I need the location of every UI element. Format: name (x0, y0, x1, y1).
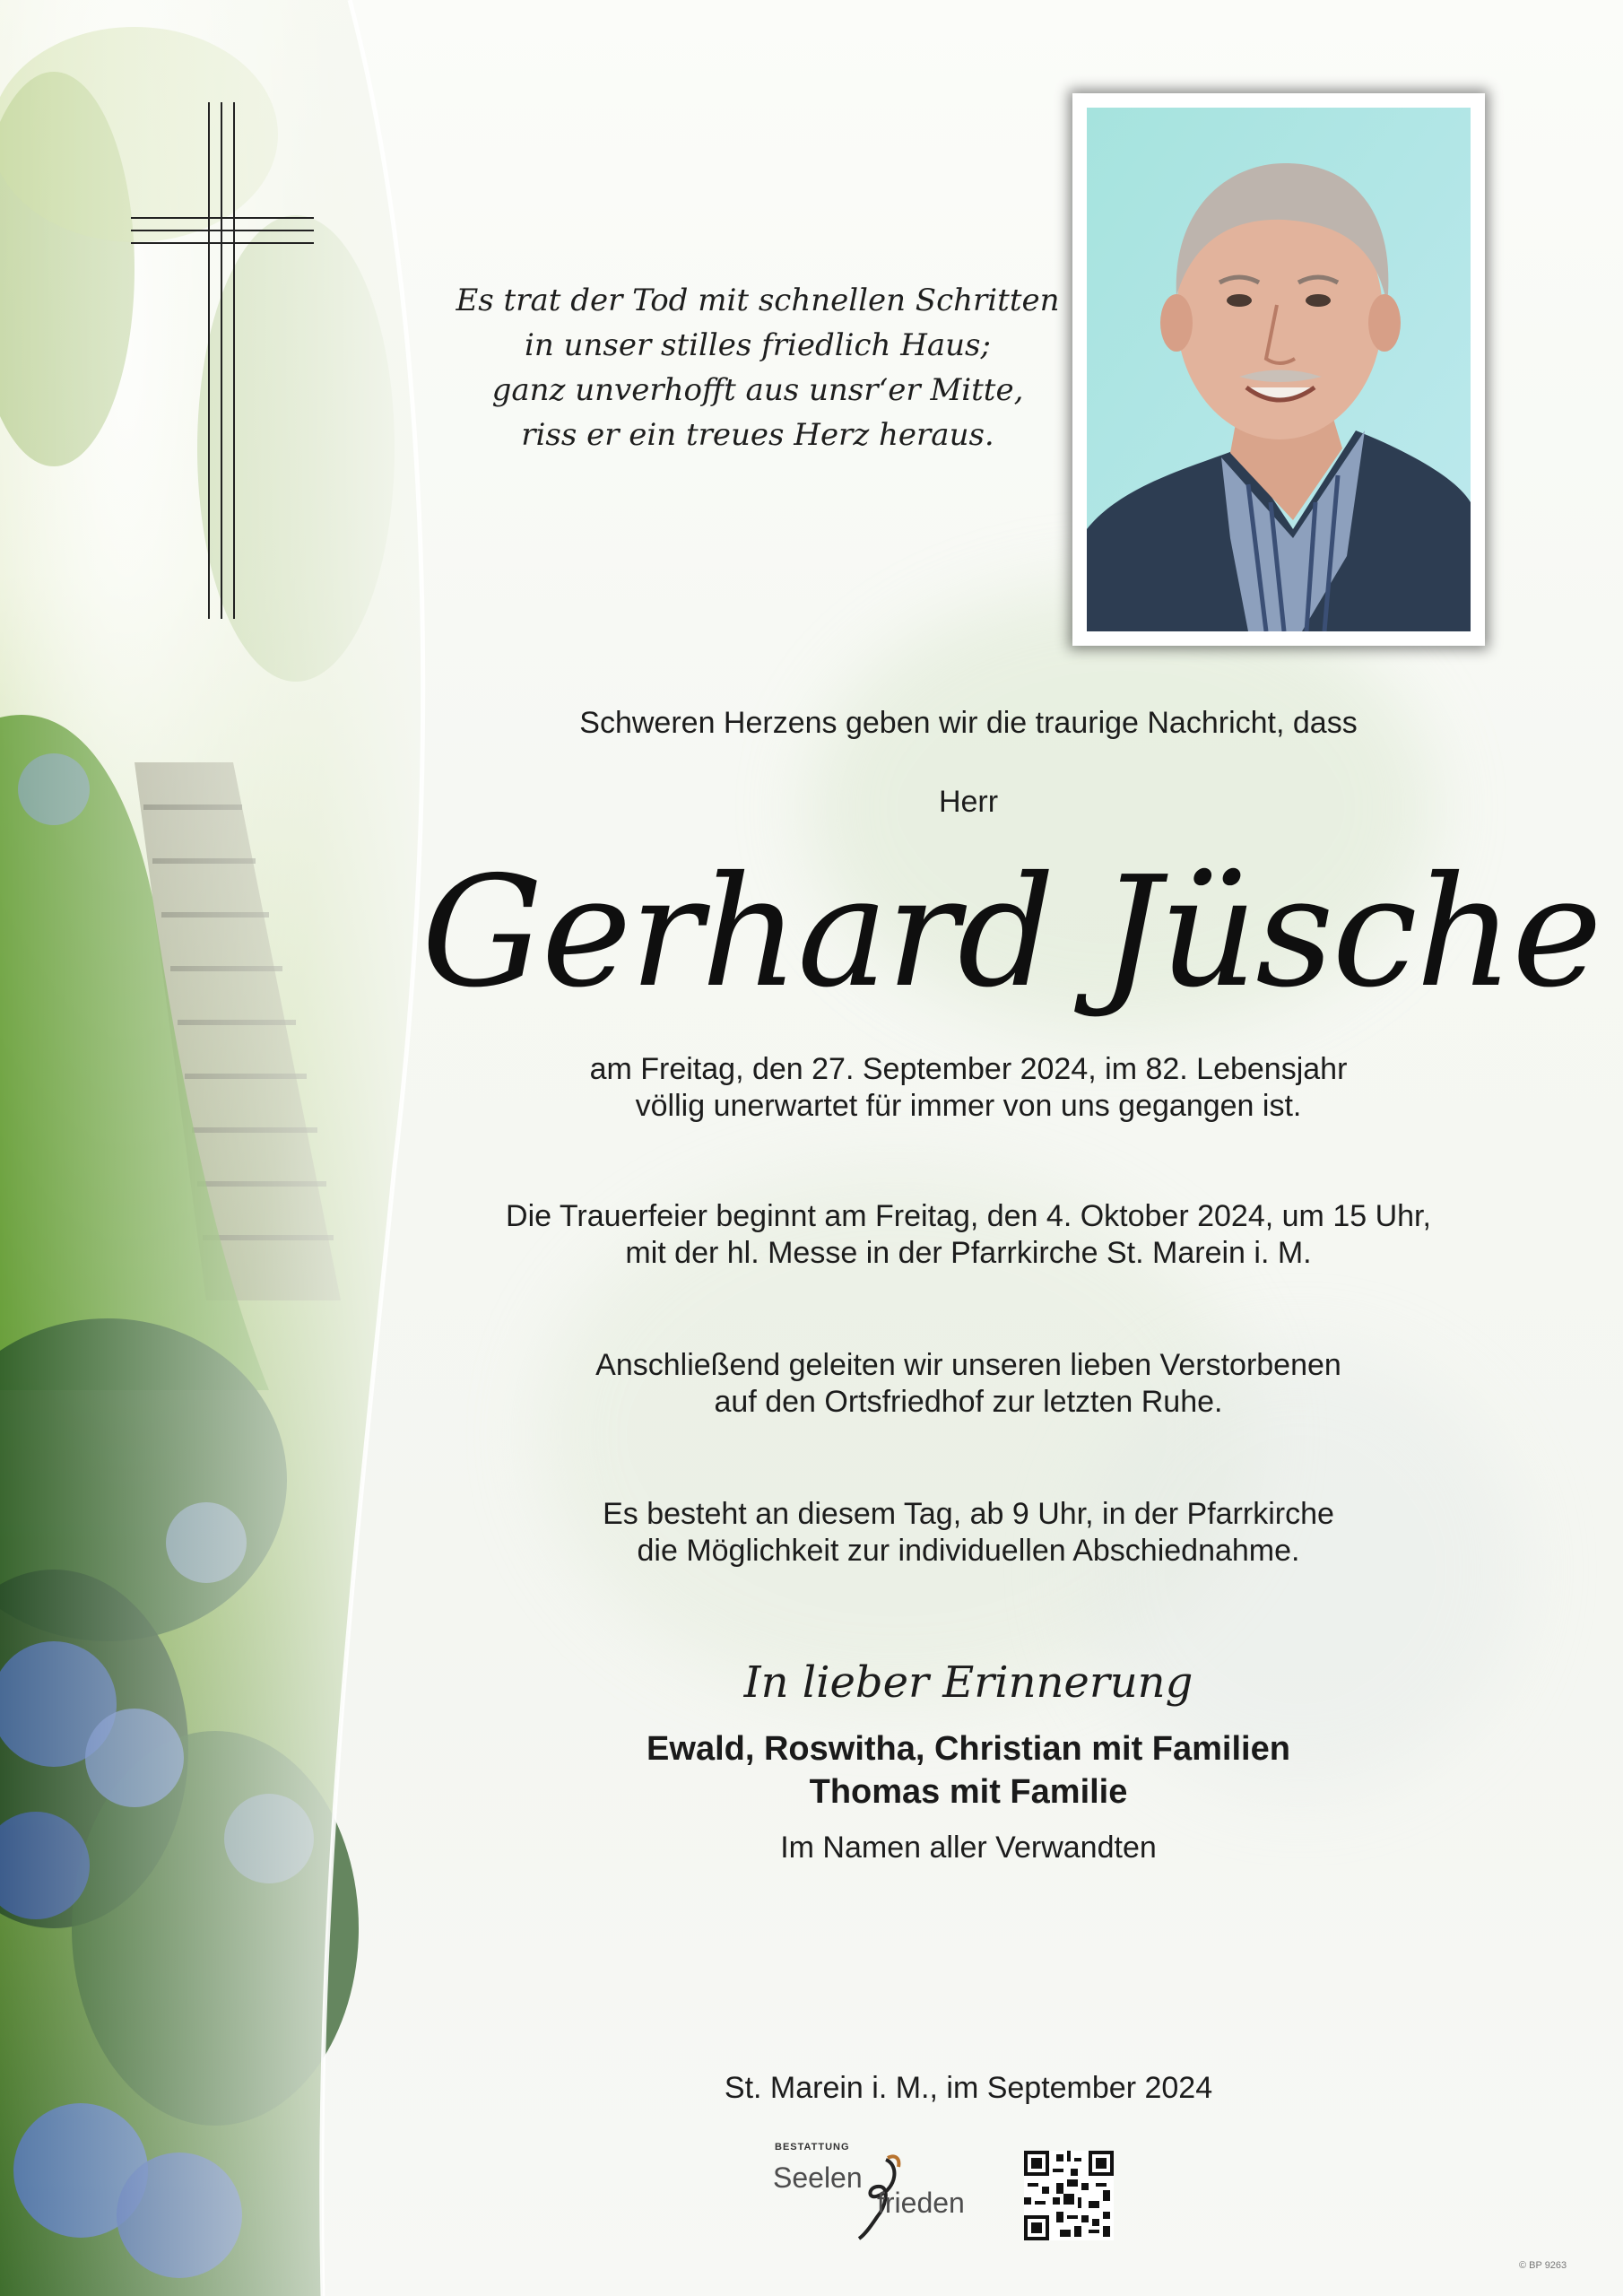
farewell-line: die Möglichkeit zur individuellen Abschiednahme. (637, 1534, 1300, 1568)
death-line: völlig unerwartet für immer von uns gegangen ist. (635, 1089, 1302, 1123)
family-line: Ewald, Roswitha, Christian mit Familien (647, 1730, 1290, 1768)
burial-notice (412, 1347, 1524, 1421)
logo-small-text: BESTATTUNG (775, 2142, 850, 2152)
salutation: Herr (938, 785, 999, 819)
ceremony-notice (412, 1198, 1524, 1272)
qr-code-icon[interactable] (1024, 2151, 1114, 2240)
cross-icon (131, 102, 314, 619)
poem-line: riss er ein treues Herz heraus. (521, 417, 994, 453)
family-line: Thomas mit Familie (809, 1773, 1128, 1811)
death-line: am Freitag, den 27. September 2024, im 82. Lebensjahr (589, 1052, 1348, 1086)
poem (421, 278, 1094, 457)
burial-line: Anschließend geleiten wir unseren lieben Verstorbenen (595, 1348, 1341, 1382)
funeral-home-logo (773, 2140, 979, 2240)
print-code: © BP 9263 (1519, 2260, 1567, 2271)
relatives-note: Im Namen aller Verwandten (780, 1831, 1157, 1865)
poem-line: Es trat der Tod mit schnellen Schritten (456, 283, 1060, 318)
deceased-name: Gerhard Jüsche (421, 844, 1601, 1022)
farewell-notice (412, 1496, 1524, 1570)
logo-word: frieden (877, 2187, 965, 2219)
logo-word: Seelen (773, 2161, 863, 2194)
family-names (412, 1727, 1524, 1813)
place-date: St. Marein i. M., im September 2024 (724, 2071, 1213, 2105)
farewell-line: Es besteht an diesem Tag, ab 9 Uhr, in der Pfarrkirche (603, 1497, 1334, 1531)
memory-title: In lieber Erinnerung (743, 1657, 1193, 1708)
ceremony-line: Die Trauerfeier beginnt am Freitag, den 4. Oktober 2024, um 15 Uhr, (506, 1199, 1431, 1233)
portrait-image (1087, 108, 1471, 631)
portrait-photo (1087, 108, 1471, 631)
burial-line: auf den Ortsfriedhof zur letzten Ruhe. (714, 1385, 1223, 1419)
poem-line: in unser stilles friedlich Haus; (525, 327, 991, 363)
intro-text: Schweren Herzens geben wir die traurige Nachricht, dass (579, 706, 1358, 740)
portrait-frame (1072, 93, 1485, 646)
ceremony-line: mit der hl. Messe in der Pfarrkirche St. Marein i. M. (625, 1236, 1312, 1270)
death-notice (412, 1051, 1524, 1125)
poem-line: ganz unverhofft aus unsr‘er Mitte, (491, 372, 1024, 408)
